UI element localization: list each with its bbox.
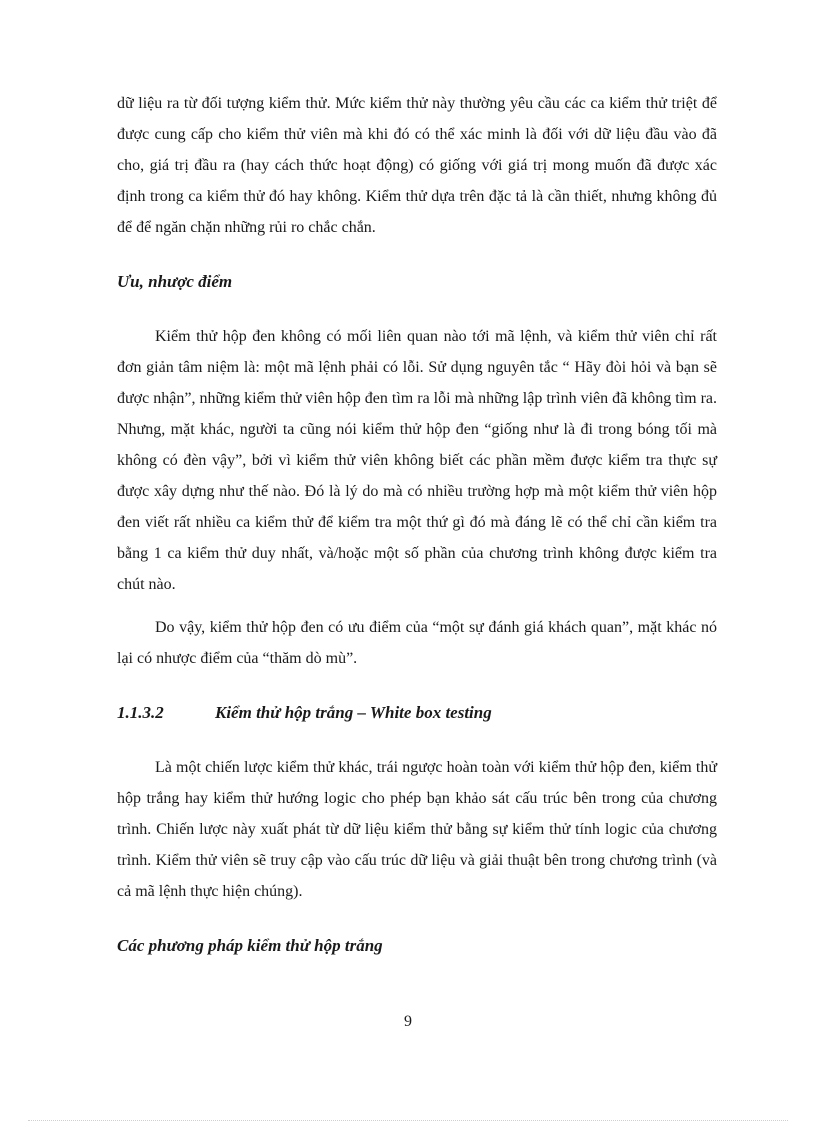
- page-content: [117, 88, 717, 961]
- paragraph-white-box-description: Là một chiến lược kiểm thử khác, trái ngược hoàn toàn với kiểm thử hộp đen, kiểm thử hộp trắng hay kiểm thử hướng logic cho phép bạn khảo sát cấu trúc bên trong của chương trình. Chiến lược này xuất phát từ dữ liệu kiểm thử bằng sự kiểm thử tính logic của chương trình. Kiểm thử viên sẽ truy cập vào cấu trúc dữ liệu và giải thuật bên trong chương trình (và cả mã lệnh thực hiện chúng).: [117, 759, 717, 900]
- heading-pros-cons: Ưu, nhược điểm: [117, 272, 233, 291]
- section-number: 1.1.3.2: [117, 703, 164, 722]
- paragraph-spec-testing: dữ liệu ra từ đối tượng kiểm thử. Mức kiểm thử này thường yêu cầu các ca kiểm thử triệt để được cung cấp cho kiểm thử viên mà khi đó có thể xác minh là đối với dữ liệu đầu vào đã cho, giá trị đầu ra (hay cách thức hoạt động) có giống với giá trị mong muốn đã được xác định trong ca kiểm thử đó hay không. Kiểm thử dựa trên đặc tả là cần thiết, nhưng không đủ để để ngăn chặn những rủi ro chắc chắn.: [117, 95, 717, 236]
- page-bottom-divider: [28, 1120, 788, 1121]
- heading-white-box-methods: Các phương pháp kiểm thử hộp trắng: [117, 936, 383, 955]
- paragraph-black-box-description: Kiểm thử hộp đen không có mối liên quan nào tới mã lệnh, và kiểm thử viên chỉ rất đơn giản tâm niệm là: một mã lệnh phải có lỗi. Sử dụng nguyên tắc “ Hãy đòi hỏi và bạn sẽ được nhận”, những kiểm thử viên hộp đen tìm ra lỗi mà những lập trình viên đã không tìm ra. Nhưng, mặt khác, người ta cũng nói kiểm thử hộp đen “giống như là đi trong bóng tối mà không có đèn vậy”, bởi vì kiểm thử viên không biết các phần mềm được kiểm tra thực sự được xây dựng như thế nào. Đó là lý do mà có nhiều trường hợp mà một kiểm thử viên hộp đen viết rất nhiều ca kiểm thử để kiểm tra một thứ gì đó mà đáng lẽ có thể chỉ cần kiểm tra bằng 1 ca kiểm thử duy nhất, và/hoặc một số phần của chương trình không được kiểm tra chút nào.: [117, 328, 717, 593]
- section-title: Kiểm thử hộp trắng – White box testing: [215, 703, 492, 722]
- paragraph-black-box-summary: Do vậy, kiểm thử hộp đen có ưu điểm của “một sự đánh giá khách quan”, mặt khác nó lại có nhược điểm của “thăm dò mù”.: [117, 619, 717, 667]
- page-number: 9: [404, 1013, 412, 1030]
- section-heading-white-box: [117, 698, 717, 728]
